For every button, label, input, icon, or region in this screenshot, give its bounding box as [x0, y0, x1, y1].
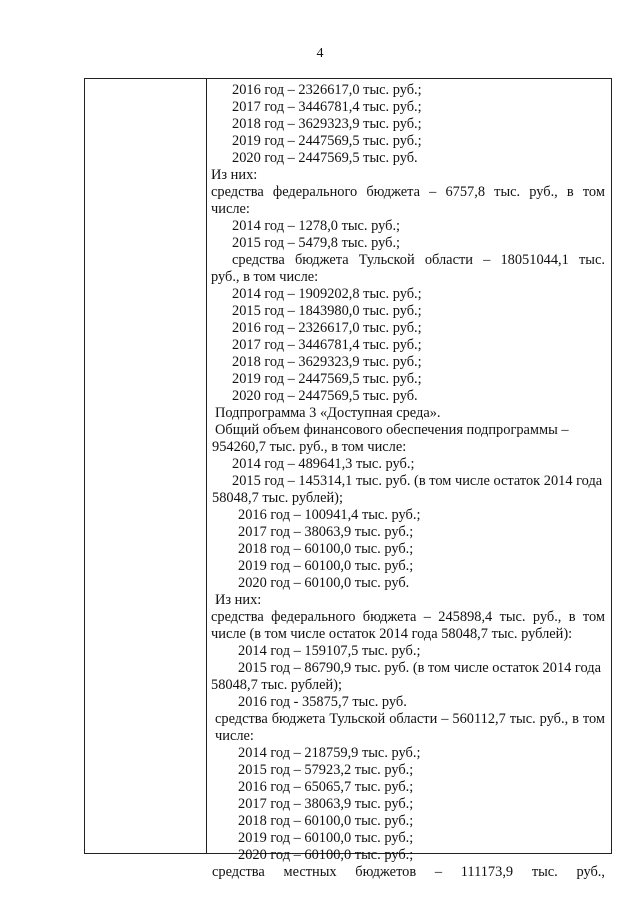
text-line: средства местных бюджетов – 111173,9 тыс. руб., — [212, 864, 605, 880]
text-line: 2014 год – 1278,0 тыс. руб.; — [232, 218, 401, 234]
text-line: числе: — [215, 728, 254, 744]
column-divider — [206, 79, 207, 853]
text-line: 2014 год – 218759,9 тыс. руб.; — [238, 745, 421, 761]
text-line: 58048,7 тыс. рублей); — [212, 490, 343, 506]
text-line: 2020 год – 60100,0 тыс. руб. — [238, 575, 410, 591]
text-line: 2018 год – 60100,0 тыс. руб.; — [238, 813, 414, 829]
text-line: Из них: — [215, 592, 262, 608]
text-line: 2015 год – 1843980,0 тыс. руб.; — [232, 303, 422, 319]
text-line: Подпрограмма 3 «Доступная среда». — [215, 405, 441, 421]
text-line: Из них: — [211, 167, 258, 183]
text-line: 2020 год – 60100,0 тыс. руб.; — [238, 847, 414, 863]
text-line: 2020 год – 2447569,5 тыс. руб. — [232, 150, 418, 166]
text-line: средства федерального бюджета – 245898,4 тыс. руб., в том — [211, 609, 605, 625]
text-line: руб., в том числе: — [211, 269, 319, 285]
text-line: 2020 год – 2447569,5 тыс. руб. — [232, 388, 418, 404]
text-line: 2017 год – 3446781,4 тыс. руб.; — [232, 337, 422, 353]
text-line: 58048,7 тыс. рублей); — [211, 677, 342, 693]
text-line: 2017 год – 3446781,4 тыс. руб.; — [232, 99, 422, 115]
funding-text-cell — [211, 82, 605, 881]
text-line: 2015 год – 5479,8 тыс. руб.; — [232, 235, 401, 251]
page-number: 4 — [316, 46, 324, 61]
text-line: 2016 год – 100941,4 тыс. руб.; — [238, 507, 421, 523]
text-line: 2014 год – 489641,3 тыс. руб.; — [232, 456, 415, 472]
text-line: 2016 год – 2326617,0 тыс. руб.; — [232, 320, 422, 336]
text-line: 954260,7 тыс. руб., в том числе: — [212, 439, 407, 455]
text-line: 2019 год – 60100,0 тыс. руб.; — [238, 830, 414, 846]
text-line: 2015 год – 86790,9 тыс. руб. (в том числе остаток 2014 года — [238, 660, 601, 676]
text-line: 2015 год – 57923,2 тыс. руб.; — [238, 762, 414, 778]
text-line: 2018 год – 60100,0 тыс. руб.; — [238, 541, 414, 557]
text-line: 2014 год – 159107,5 тыс. руб.; — [238, 643, 421, 659]
text-line: средства федерального бюджета – 6757,8 тыс. руб., в том — [211, 184, 605, 200]
text-line: средства бюджета Тульской области – 560112,7 тыс. руб., в том — [215, 711, 605, 727]
text-line: числе (в том числе остаток 2014 года 58048,7 тыс. рублей): — [211, 626, 573, 642]
text-line: числе: — [211, 201, 250, 217]
text-line: 2016 год – 2326617,0 тыс. руб.; — [232, 82, 422, 98]
text-line: 2019 год – 2447569,5 тыс. руб.; — [232, 133, 422, 149]
text-line: 2018 год – 3629323,9 тыс. руб.; — [232, 116, 422, 132]
text-line: 2017 год – 38063,9 тыс. руб.; — [238, 524, 414, 540]
text-line: 2019 год – 60100,0 тыс. руб.; — [238, 558, 414, 574]
funding-table — [84, 78, 612, 880]
text-line: 2016 год – 65065,7 тыс. руб.; — [238, 779, 414, 795]
text-line: 2015 год – 145314,1 тыс. руб. (в том числе остаток 2014 года — [232, 473, 603, 489]
text-line: 2019 год – 2447569,5 тыс. руб.; — [232, 371, 422, 387]
text-line: 2014 год – 1909202,8 тыс. руб.; — [232, 286, 422, 302]
text-line: Общий объем финансового обеспечения подпрограммы – — [215, 422, 569, 438]
text-line: 2016 год - 35875,7 тыс. руб. — [238, 694, 407, 710]
text-line: 2018 год – 3629323,9 тыс. руб.; — [232, 354, 422, 370]
text-line: средства бюджета Тульской области – 18051044,1 тыс. — [232, 252, 605, 268]
text-line: 2017 год – 38063,9 тыс. руб.; — [238, 796, 414, 812]
